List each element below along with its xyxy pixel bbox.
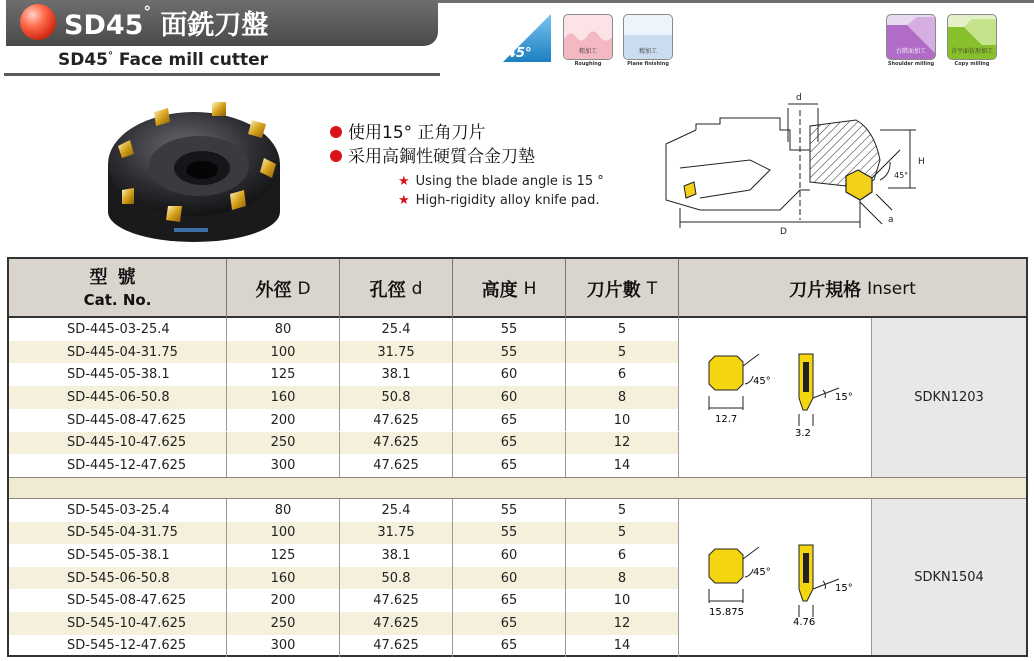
copy-milling-icon: 含平面仿形加工 xyxy=(947,14,997,60)
cell-bore-diameter: 47.625 xyxy=(340,612,453,635)
shoulder-milling-caption: Shoulder milling xyxy=(887,61,935,67)
feature-en-2: ★ High-rigidity alloy knife pad. xyxy=(398,193,600,208)
table-row xyxy=(9,432,679,455)
cell-bore-diameter: 47.625 xyxy=(340,454,453,477)
title-banner xyxy=(6,0,438,46)
subtitle-rule xyxy=(4,73,440,76)
cell-height: 65 xyxy=(453,589,566,612)
cell-outer-diameter: 125 xyxy=(227,363,340,386)
cell-cat-no: SD-545-06-50.8 xyxy=(9,567,227,590)
svg-text:45°: 45° xyxy=(753,376,771,387)
cell-height: 65 xyxy=(453,409,566,432)
cell-bore-diameter: 50.8 xyxy=(340,567,453,590)
cell-cat-no: SD-545-10-47.625 xyxy=(9,612,227,635)
cell-outer-diameter: 300 xyxy=(227,454,340,477)
table-row xyxy=(9,544,679,567)
roughing-caption: Roughing xyxy=(574,61,602,67)
cell-teeth: 5 xyxy=(566,318,679,341)
cell-teeth: 10 xyxy=(566,409,679,432)
cell-teeth: 14 xyxy=(566,454,679,477)
cell-bore-diameter: 50.8 xyxy=(340,386,453,409)
cell-height: 55 xyxy=(453,499,566,522)
cell-bore-diameter: 31.75 xyxy=(340,341,453,364)
insert-diagram-sdkn1203 xyxy=(679,318,872,477)
cell-cat-no: SD-545-08-47.625 xyxy=(9,589,227,612)
header-outer-diameter: 外徑 D xyxy=(227,259,340,318)
cell-cat-no: SD-445-03-25.4 xyxy=(9,318,227,341)
cell-height: 60 xyxy=(453,567,566,590)
header-insert: 刀片規格 Insert xyxy=(789,278,916,301)
cell-bore-diameter: 47.625 xyxy=(340,635,453,658)
cell-cat-no: SD-445-10-47.625 xyxy=(9,432,227,455)
cell-cat-no: SD-545-03-25.4 xyxy=(9,499,227,522)
table-row xyxy=(9,341,679,364)
feature-cn-1: 使用15° 正角刀片 xyxy=(330,118,486,143)
table-row xyxy=(9,589,679,612)
page-title: SD45° 面銑刀盤 xyxy=(64,3,269,41)
cell-height: 55 xyxy=(453,522,566,545)
cell-height: 65 xyxy=(453,432,566,455)
cutter-dimension-drawing xyxy=(660,90,960,240)
cell-outer-diameter: 200 xyxy=(227,409,340,432)
table-row xyxy=(9,567,679,590)
feature-cn-2: 采用高鋼性硬質合金刀墊 xyxy=(330,142,535,167)
table-row xyxy=(9,635,679,658)
svg-text:a: a xyxy=(888,215,894,225)
svg-text:45°: 45° xyxy=(507,46,532,61)
cell-teeth: 8 xyxy=(566,386,679,409)
cell-cat-no: SD-545-12-47.625 xyxy=(9,635,227,658)
cell-outer-diameter: 80 xyxy=(227,318,340,341)
cell-outer-diameter: 160 xyxy=(227,567,340,590)
roughing-icon: 粗加工 xyxy=(563,14,613,60)
cell-bore-diameter: 38.1 xyxy=(340,363,453,386)
cell-height: 65 xyxy=(453,612,566,635)
cell-teeth: 12 xyxy=(566,432,679,455)
cell-teeth: 14 xyxy=(566,635,679,658)
star-icon: ★ xyxy=(398,174,410,189)
cell-cat-no: SD-445-12-47.625 xyxy=(9,454,227,477)
cell-height: 60 xyxy=(453,363,566,386)
cell-height: 55 xyxy=(453,341,566,364)
plane-finishing-caption: Plane finishing xyxy=(627,61,669,67)
svg-text:3.2: 3.2 xyxy=(795,428,811,439)
red-ball-icon xyxy=(20,4,56,40)
svg-text:15.875: 15.875 xyxy=(709,607,744,618)
svg-text:15°: 15° xyxy=(835,392,853,403)
cell-teeth: 6 xyxy=(566,544,679,567)
cell-height: 65 xyxy=(453,454,566,477)
page-subtitle: SD45° Face mill cutter xyxy=(58,50,269,70)
red-dot-icon xyxy=(330,126,342,138)
cell-outer-diameter: 300 xyxy=(227,635,340,658)
table-row xyxy=(9,409,679,432)
svg-text:4.76: 4.76 xyxy=(793,617,816,628)
table-row xyxy=(9,386,679,409)
header-height: 高度 H xyxy=(453,259,566,318)
copy-milling-caption: Copy milling xyxy=(954,61,990,67)
face-mill-cutter-image xyxy=(104,94,284,246)
table-row xyxy=(9,318,679,341)
cell-cat-no: SD-445-08-47.625 xyxy=(9,409,227,432)
insert-code-sdkn1504: SDKN1504 xyxy=(872,499,1026,655)
header-teeth: 刀片數 T xyxy=(566,259,679,318)
plane-finishing-icon: 精加工 xyxy=(623,14,673,60)
red-dot-icon xyxy=(330,150,342,162)
svg-text:H: H xyxy=(918,157,925,167)
cell-bore-diameter: 38.1 xyxy=(340,544,453,567)
cell-teeth: 5 xyxy=(566,499,679,522)
cell-height: 65 xyxy=(453,635,566,658)
cell-cat-no: SD-545-04-31.75 xyxy=(9,522,227,545)
spec-table xyxy=(7,257,1028,657)
top-rule xyxy=(438,0,1034,3)
svg-text:d: d xyxy=(796,93,802,103)
cell-cat-no: SD-445-04-31.75 xyxy=(9,341,227,364)
cell-bore-diameter: 31.75 xyxy=(340,522,453,545)
feature-en-1: ★ Using the blade angle is 15 ° xyxy=(398,174,604,189)
cell-outer-diameter: 100 xyxy=(227,341,340,364)
insert-code-sdkn1203: SDKN1203 xyxy=(872,318,1026,477)
cell-bore-diameter: 25.4 xyxy=(340,499,453,522)
angle-45-icon xyxy=(503,14,551,62)
cell-outer-diameter: 160 xyxy=(227,386,340,409)
svg-text:12.7: 12.7 xyxy=(715,414,738,425)
cell-height: 60 xyxy=(453,544,566,567)
cell-teeth: 5 xyxy=(566,341,679,364)
cell-cat-no: SD-545-05-38.1 xyxy=(9,544,227,567)
svg-text:45°: 45° xyxy=(753,567,771,578)
cell-outer-diameter: 100 xyxy=(227,522,340,545)
cell-cat-no: SD-445-05-38.1 xyxy=(9,363,227,386)
cell-bore-diameter: 47.625 xyxy=(340,409,453,432)
svg-text:D: D xyxy=(780,227,787,237)
table-separator xyxy=(9,477,1026,499)
header-bore-diameter: 孔徑 d xyxy=(340,259,453,318)
cell-bore-diameter: 47.625 xyxy=(340,432,453,455)
cell-teeth: 6 xyxy=(566,363,679,386)
table-row xyxy=(9,363,679,386)
cell-cat-no: SD-445-06-50.8 xyxy=(9,386,227,409)
table-row xyxy=(9,454,679,477)
cell-outer-diameter: 200 xyxy=(227,589,340,612)
star-icon: ★ xyxy=(398,193,410,208)
table-header xyxy=(9,259,1026,318)
cell-teeth: 8 xyxy=(566,567,679,590)
cell-height: 55 xyxy=(453,318,566,341)
shoulder-milling-icon: 台階面加工 xyxy=(886,14,936,60)
cell-teeth: 10 xyxy=(566,589,679,612)
cell-outer-diameter: 80 xyxy=(227,499,340,522)
cell-height: 60 xyxy=(453,386,566,409)
table-row xyxy=(9,522,679,545)
cell-bore-diameter: 25.4 xyxy=(340,318,453,341)
cell-outer-diameter: 250 xyxy=(227,612,340,635)
cell-bore-diameter: 47.625 xyxy=(340,589,453,612)
svg-text:15°: 15° xyxy=(835,583,853,594)
cell-outer-diameter: 250 xyxy=(227,432,340,455)
insert-diagram-sdkn1504 xyxy=(679,499,872,655)
cell-teeth: 5 xyxy=(566,522,679,545)
cell-teeth: 12 xyxy=(566,612,679,635)
header-cat-no: 型號 Cat. No. xyxy=(9,259,227,318)
svg-text:45°: 45° xyxy=(894,171,909,180)
cell-outer-diameter: 125 xyxy=(227,544,340,567)
table-row xyxy=(9,612,679,635)
table-row xyxy=(9,499,679,522)
